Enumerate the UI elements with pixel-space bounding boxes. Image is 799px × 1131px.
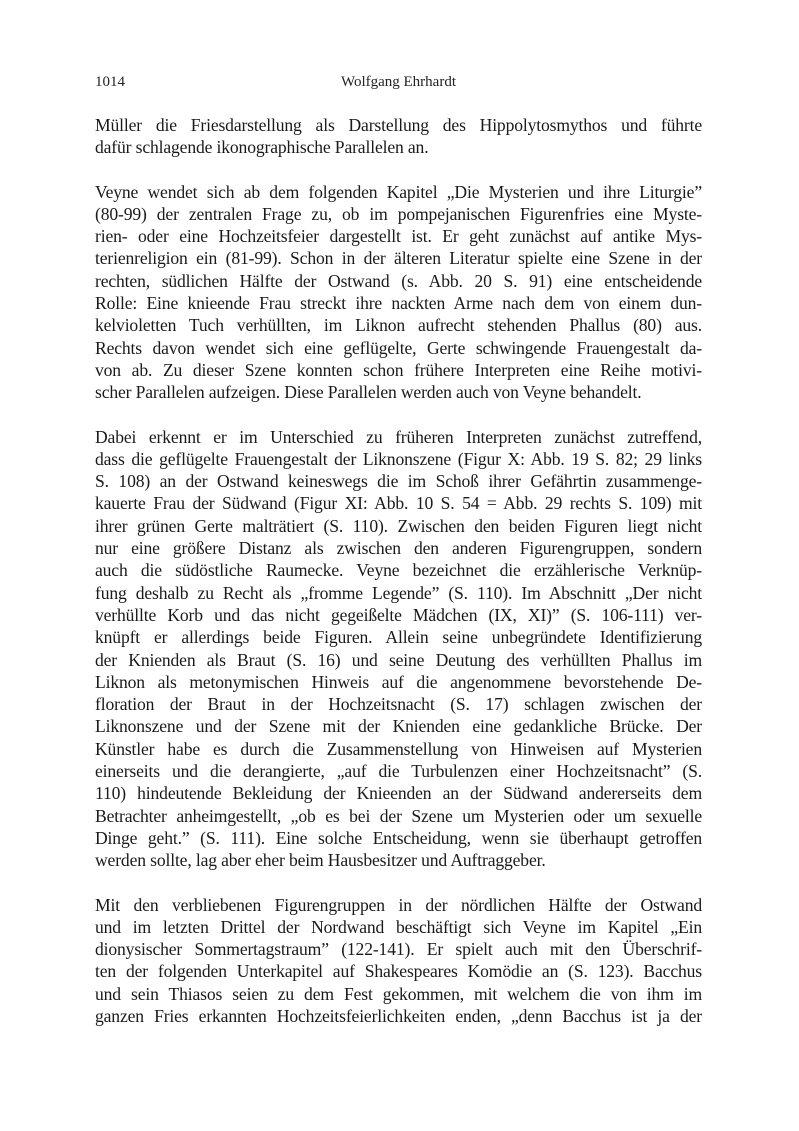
text-line: auch die südöstliche Raumecke. Veyne bezeichnet die erzählerische Verknüp- [95, 560, 702, 581]
text-line: terienreligion ein (81-99). Schon in der älteren Literatur spielte eine Szene in der [95, 248, 702, 269]
text-line: Dabei erkennt er im Unterschied zu früheren Interpreten zunächst zutreffend, [95, 426, 702, 447]
text-line: Liknonszene und der Szene mit der Knienden eine gedankliche Brücke. Der [95, 716, 702, 737]
text-line: fung deshalb zu Recht als „fromme Legende” (S. 110). Im Abschnitt „Der nicht [95, 582, 702, 603]
text-line: Dinge geht.” (S. 111). Eine solche Entscheidung, wenn sie überhaupt getroffen [95, 827, 702, 848]
text-line: Mit den verbliebenen Figurengruppen in der nördlichen Hälfte der Ostwand [95, 894, 702, 915]
text-line: Rolle: Eine knieende Frau streckt ihre nackten Arme nach dem von einem dun- [95, 293, 702, 314]
text-line: von ab. Zu dieser Szene konnten schon frühere Interpreten eine Reihe motivi- [95, 359, 702, 380]
text-line: der Knienden als Braut (S. 16) und seine Deutung des verhüllten Phallus im [95, 649, 702, 670]
text-line: kauerte Frau der Südwand (Figur XI: Abb. 10 S. 54 = Abb. 29 rechts S. 109) mit [95, 493, 702, 514]
text-line: rien- oder eine Hochzeitsfeier dargestellt ist. Er geht zunächst auf antike Mys- [95, 226, 702, 247]
text-line: knüpft er allerdings beide Figuren. Allein seine unbegründete Identifizierung [95, 627, 702, 648]
text-line: nur eine größere Distanz als zwischen den anderen Figurengruppen, sondern [95, 538, 702, 559]
text-line: Liknon als metonymischen Hinweis auf die angenommene bevorstehende De- [95, 671, 702, 692]
text-line: ten der folgenden Unterkapitel auf Shakespeares Komödie an (S. 123). Bacchus [95, 961, 702, 982]
text-line: Betrachter anheimgestellt, „ob es bei der Szene um Mysterien oder um sexuelle [95, 805, 702, 826]
text-line: verhüllte Korb und das nicht gegeißelte Mädchen (IX, XI)” (S. 106-111) ver- [95, 604, 702, 625]
text-line: scher Parallelen aufzeigen. Diese Parallelen werden auch von Veyne behandelt. [95, 382, 642, 403]
text-line: Künstler habe es durch die Zusammenstellung von Hinweisen auf Mysterien [95, 738, 702, 759]
paragraph-2 [95, 181, 702, 404]
text-line: ihrer grünen Gerte malträtiert (S. 110). Zwischen den beiden Figuren liegt nicht [95, 515, 702, 536]
running-header [95, 72, 702, 92]
text-line: Rechts davon wendet sich eine geflügelte, Gerte schwingende Frauengestalt da- [95, 337, 702, 358]
text-line: dionysischer Sommertagstraum” (122-141). Er spielt auch mit den Überschrif- [95, 939, 702, 960]
text-line: 110) hindeutende Bekleidung der Knieenden an der Südwand andererseits dem [95, 783, 702, 804]
text-line: floration der Braut in der Hochzeitsnacht (S. 17) schlagen zwischen der [95, 694, 702, 715]
page-number: 1014 [95, 74, 125, 90]
running-head-author: Wolfgang Ehrhardt [340, 74, 456, 90]
text-line: und sein Thiasos seien zu dem Fest gekommen, mit welchem die von ihm im [95, 983, 702, 1004]
text-line: (80-99) der zentralen Frage zu, ob im pompejanischen Figurenfries eine Myste- [95, 203, 702, 224]
text-line: Veyne wendet sich ab dem folgenden Kapitel „Die Mysterien und ihre Liturgie” [95, 181, 702, 202]
text-line: werden sollte, lag aber eher beim Hausbesitzer und Auftraggeber. [95, 850, 546, 871]
text-line: ganzen Fries erkannten Hochzeitsfeierlichkeiten enden, „denn Bacchus ist ja der [95, 1005, 702, 1026]
text-line: S. 108) an der Ostwand keineswegs die im Schoß ihrer Gefährtin zusammenge- [95, 471, 702, 492]
text-line: dafür schlagende ikonographische Parallelen an. [95, 137, 429, 158]
text-line: dass die geflügelte Frauengestalt der Liknonszene (Figur X: Abb. 19 S. 82; 29 links [95, 448, 702, 469]
text-line: und im letzten Drittel der Nordwand beschäftigt sich Veyne im Kapitel „Ein [95, 916, 702, 937]
paragraph-1 [95, 114, 702, 159]
text-line: kelvioletten Tuch verhüllten, im Liknon aufrecht stehenden Phallus (80) aus. [95, 315, 702, 336]
text-line: einerseits und die derangierte, „auf die Turbulenzen einer Hochzeitsnacht” (S. [95, 761, 702, 782]
body-text [95, 114, 702, 1049]
paragraph-3 [95, 426, 702, 872]
paragraph-4 [95, 894, 702, 1028]
text-line: Müller die Friesdarstellung als Darstellung des Hippolytosmythos und führte [95, 115, 702, 135]
text-line: rechten, südlichen Hälfte der Ostwand (s. Abb. 20 S. 91) eine entscheidende [95, 270, 702, 291]
